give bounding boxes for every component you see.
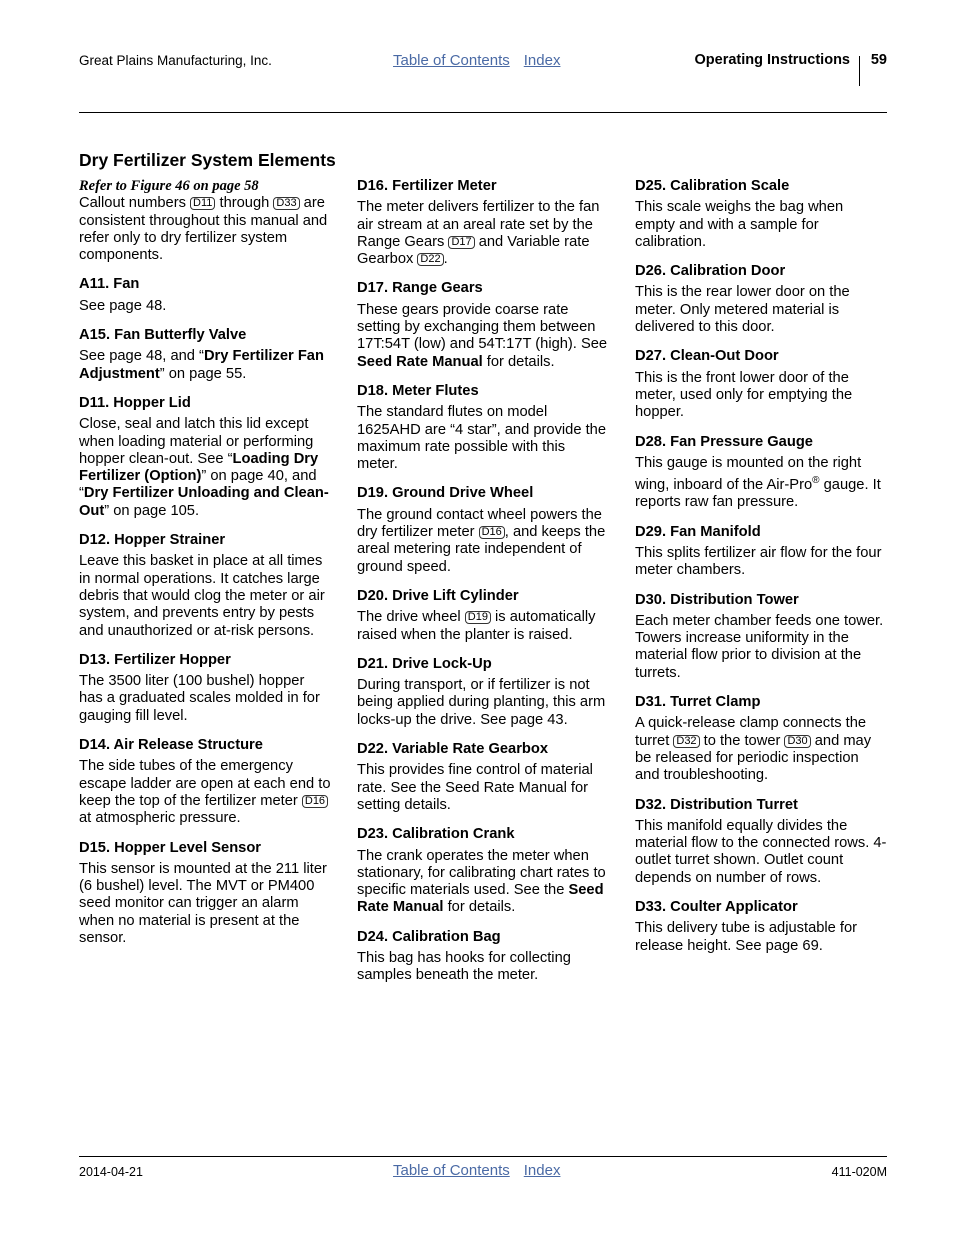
index-link[interactable]: Index	[523, 1162, 561, 1179]
item-d13	[79, 652, 331, 725]
item-text: This scale weighs the bag when empty and with a sample for calibration.	[635, 199, 844, 250]
item-d12	[79, 532, 331, 640]
item-d25	[635, 178, 887, 251]
item-d17	[357, 280, 609, 370]
item-d26	[635, 263, 887, 336]
bold-reference: Seed Rate Manual	[357, 882, 604, 916]
callout-box: D33	[273, 197, 299, 210]
item-text: See page 48.	[79, 297, 167, 314]
intro-text	[79, 195, 331, 264]
item-title: D18. Meter Flutes	[357, 382, 479, 399]
item-text: The 3500 liter (100 bushel) hopper has a graduated scales molded in for gauging fill level.	[79, 673, 320, 724]
item-title: D21. Drive Lock-Up	[357, 655, 492, 672]
toc-link[interactable]: Table of Contents	[393, 52, 510, 69]
figure-reference: Refer to Figure 46 on page 58	[79, 178, 259, 194]
text: and may be released for periodic inspection and troubleshooting.	[635, 732, 872, 784]
item-d31	[635, 694, 887, 784]
item-text: This splits fertilizer air flow for the four meter chambers.	[635, 544, 882, 579]
text: ” on page 40, and “	[79, 468, 317, 502]
item-title: D22. Variable Rate Gearbox	[357, 741, 549, 758]
item-title: D14. Air Release Structure	[79, 737, 263, 754]
callout-box: D19	[465, 611, 491, 624]
callout-box: D16	[479, 526, 505, 539]
item-title: D29. Fan Manifold	[635, 523, 761, 540]
item-text: This provides fine control of material rate. See the Seed Rate Manual for setting details.	[357, 762, 593, 813]
item-title: D25. Calibration Scale	[635, 178, 790, 194]
item-title: D32. Distribution Turret	[635, 796, 798, 813]
text: The ground contact wheel powers the dry fertilizer meter	[357, 506, 602, 541]
bold-reference: Dry Fertilizer Fan Adjustment	[79, 348, 324, 382]
item-title: D16. Fertilizer Meter	[357, 178, 497, 194]
item-text	[635, 455, 887, 512]
item-text	[79, 758, 331, 827]
text: ” on page 55.	[159, 365, 247, 382]
toc-link[interactable]: Table of Contents	[393, 1162, 510, 1179]
footer-date: 2014-04-21	[79, 1165, 143, 1179]
item-title: D30. Distribution Tower	[635, 591, 799, 608]
text: See page 48, and “	[79, 348, 204, 365]
item-title: D28. Fan Pressure Gauge	[635, 433, 813, 450]
item-d29	[635, 524, 887, 580]
text: , and keeps the areal metering rate independent of ground speed.	[357, 524, 606, 575]
item-title: A11. Fan	[79, 276, 140, 293]
item-title: D31. Turret Clamp	[635, 694, 761, 711]
callout-box: D32	[673, 735, 699, 748]
column-1	[79, 178, 331, 959]
page-header	[79, 52, 887, 88]
item-d16	[357, 178, 609, 268]
text: for details.	[443, 899, 516, 916]
text: These gears provide coarse rate setting by exchanging them between 17T:54T (low) and 54T:17T (high). See	[357, 301, 608, 353]
item-title: D17. Range Gears	[357, 280, 483, 297]
text: and Variable rate Gearbox	[357, 233, 590, 268]
item-title: D19. Ground Drive Wheel	[357, 485, 534, 502]
header-links	[393, 52, 574, 69]
item-text	[79, 416, 331, 520]
text: The drive wheel	[357, 609, 465, 626]
item-d23	[357, 826, 609, 916]
item-a11	[79, 276, 331, 315]
bold-reference: Seed Rate Manual	[357, 353, 483, 370]
text: are consistent throughout this manual and refer only to dry fertilizer system components.	[79, 195, 328, 264]
column-2	[357, 178, 609, 997]
item-title: D20. Drive Lift Cylinder	[357, 587, 519, 604]
item-d24	[357, 929, 609, 985]
item-d32	[635, 797, 887, 887]
item-text	[635, 715, 887, 784]
item-text: During transport, or if fertilizer is not being applied during planting, this arm locks-up the drive. See page 43.	[357, 677, 606, 728]
item-d21	[357, 656, 609, 729]
item-text	[357, 609, 609, 644]
intro-paragraph	[79, 178, 331, 264]
text: The meter delivers fertilizer to the fan air stream at an areal rate set by the Range Gears	[357, 199, 600, 250]
text: through	[215, 195, 274, 212]
item-d28	[635, 434, 887, 512]
index-link[interactable]: Index	[523, 52, 561, 69]
item-title: A15. Fan Butterfly Valve	[79, 327, 247, 344]
document-number: 411-020M	[831, 1165, 887, 1179]
item-title: D12. Hopper Strainer	[79, 532, 226, 549]
callout-box: D17	[448, 236, 474, 249]
item-title: D13. Fertilizer Hopper	[79, 651, 231, 668]
text: Callout numbers	[79, 195, 191, 212]
text: Close, seal and latch this lid except when loading material or performing hopper clean-out. See “	[79, 416, 314, 467]
callout-box: D16	[302, 795, 328, 808]
item-title: D26. Calibration Door	[635, 263, 786, 280]
callout-box: D30	[784, 735, 810, 748]
item-text: Each meter chamber feeds one tower. Towers increase uniformity in the material flow prior to division at the turrets.	[635, 612, 884, 681]
item-d33	[635, 899, 887, 955]
item-title: D11. Hopper Lid	[79, 394, 191, 411]
footer-rule	[79, 1156, 887, 1157]
item-title: D23. Calibration Crank	[357, 826, 515, 843]
text: to the tower	[699, 732, 785, 749]
header-rule	[79, 112, 887, 113]
item-title: D33. Coulter Applicator	[635, 898, 798, 915]
header-divider	[859, 56, 860, 86]
item-title: D27. Clean-Out Door	[635, 348, 779, 365]
item-d30	[635, 592, 887, 682]
text: at atmospheric pressure.	[79, 810, 241, 827]
callout-box: D11	[190, 197, 215, 210]
text: A quick-release clamp connects the turret	[635, 715, 867, 749]
text: This gauge is mounted on the right wing, inboard of the Air-Pro	[635, 454, 862, 494]
item-text	[357, 507, 609, 576]
item-text: The standard flutes on model 1625AHD are “4 star”, and provide the maximum rate possible with this meter.	[357, 404, 607, 473]
item-d20	[357, 588, 609, 644]
text: is automatically raised when the planter is raised.	[357, 609, 596, 643]
item-text: This is the front lower door of the meter, used only for emptying the hopper.	[635, 369, 853, 421]
section-title: Operating Instructions	[694, 52, 850, 68]
text: The crank operates the meter when stationary, for calibrating chart rates to specific materials used. See the	[357, 847, 606, 899]
item-text	[357, 302, 609, 371]
item-d15	[79, 840, 331, 948]
item-text: Leave this basket in place at all times in normal operations. It catches large debris that would clog the meter or air system, and prevents entry by pests and unauthorized or at-risk persons.	[79, 553, 325, 639]
item-d11	[79, 395, 331, 520]
bold-reference: Loading Dry Fertilizer (Option)	[79, 450, 319, 485]
item-text: This sensor is mounted at the 211 liter (6 bushel) level. The MVT or PM400 seed monitor can trigger an alarm when no material is present at the sensor.	[79, 860, 327, 946]
item-d18	[357, 383, 609, 473]
item-d27	[635, 348, 887, 421]
item-text	[79, 348, 331, 383]
column-3	[635, 178, 887, 967]
item-text	[357, 848, 609, 917]
bold-reference: Dry Fertilizer Unloading and Clean-Out	[79, 485, 329, 519]
text: .	[443, 251, 448, 268]
item-d22	[357, 741, 609, 814]
registered-mark: ®	[812, 475, 820, 487]
item-text	[357, 199, 609, 268]
item-text: This bag has hooks for collecting samples beneath the meter.	[357, 949, 571, 984]
item-d19	[357, 485, 609, 575]
item-title: D15. Hopper Level Sensor	[79, 839, 262, 856]
page-footer	[79, 1162, 887, 1184]
text: for details.	[482, 353, 555, 370]
page-title: Dry Fertilizer System Elements	[79, 150, 336, 170]
item-text: This is the rear lower door on the meter. Only metered material is delivered to this door.	[635, 284, 850, 336]
text: gauge. It reports raw fan pressure.	[635, 477, 881, 511]
text: The side tubes of the emergency escape ladder are open at each end to keep the top of the fertilizer meter	[79, 758, 331, 809]
item-a15	[79, 327, 331, 383]
item-d14	[79, 737, 331, 827]
footer-links	[393, 1162, 574, 1179]
company-name: Great Plains Manufacturing, Inc.	[79, 53, 272, 68]
item-text: This delivery tube is adjustable for release height. See page 69.	[635, 920, 858, 954]
callout-box: D22	[417, 253, 443, 266]
item-title: D24. Calibration Bag	[357, 928, 501, 945]
text: ” on page 105.	[104, 502, 200, 519]
item-text: This manifold equally divides the material flow to the connected rows. 4-outlet turret shown. Outlet count depends on number of rows.	[635, 817, 887, 886]
page-number: 59	[870, 52, 887, 68]
